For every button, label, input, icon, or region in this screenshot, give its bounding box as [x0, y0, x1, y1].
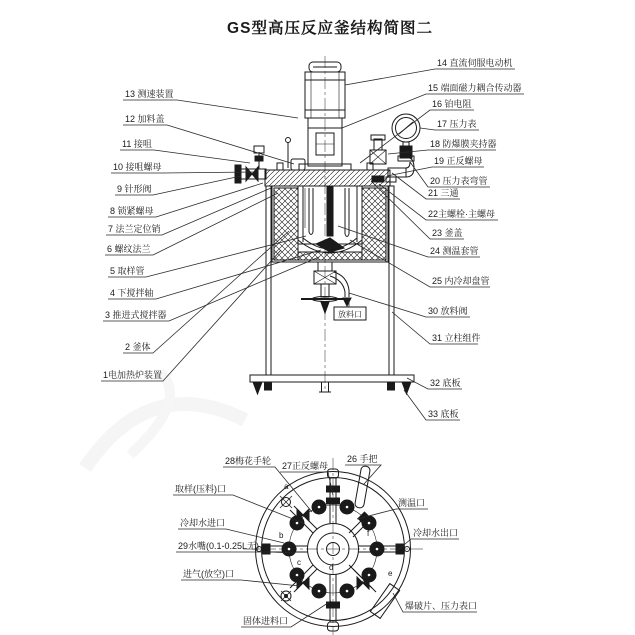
port-letter-e: e: [388, 569, 393, 578]
label-8-lock-nut: 8 锁紧螺母: [110, 206, 154, 216]
label-discharge-port: 放料口: [338, 310, 362, 319]
label-9-needle-valve: 9 针形阀: [117, 184, 152, 194]
page-title: GS型高压反应釜结构简图二: [227, 20, 433, 37]
top-view-drawing: [243, 458, 426, 635]
leader-lines: [101, 69, 524, 627]
label-12-feed-cover: 12 加料盖: [125, 114, 165, 124]
port-letter-c: c: [297, 558, 301, 567]
label-19-reverse-nut: 19 正反螺母: [434, 156, 483, 166]
label-28-plum-handwheel: 28梅花手轮: [225, 456, 272, 466]
label-24-thermowell: 24 测温套管: [430, 246, 479, 256]
label-23-kettle-cover: 23 釜盖: [432, 228, 463, 238]
label-14-servo-motor: 14 直流伺服电动机: [437, 58, 513, 68]
label-gas-vent-port: 进气(放空)口: [183, 569, 234, 579]
label-25-cooling-coil: 25 内冷却盘管: [432, 276, 490, 286]
label-20-gauge-bend-pipe: 20 压力表弯管: [430, 176, 488, 186]
watermark: [85, 372, 245, 468]
label-15-magnetic-coupling: 15 端面磁力耦合传动器: [428, 83, 522, 93]
label-26-handle: 26 手把: [347, 454, 378, 464]
label-5-sampling-tube: 5 取样管: [110, 266, 145, 276]
label-33-bottom-plate: 33 底板: [428, 409, 459, 419]
main-assembly-drawing: [235, 56, 420, 394]
label-13-speed-device: 13 测速装置: [125, 89, 174, 99]
port-letter-f: f: [367, 529, 370, 538]
label-11-nozzle: 11 接咀: [122, 139, 152, 149]
label-sampling-port: 取样(压料)口: [175, 484, 226, 494]
label-22-main-bolt-nut: 22主螺栓·主螺母: [428, 209, 496, 219]
label-rupture-gauge-port: 爆破片、压力表口: [405, 601, 478, 611]
label-32-bottom-plate: 32 底板: [430, 378, 461, 388]
label-cooling-water-out: 冷却水出口: [413, 528, 459, 538]
label-31-column-assembly: 31 立柱组件: [432, 333, 481, 343]
label-10-nozzle-nut: 10 接咀螺母: [113, 162, 162, 172]
port-letter-b: b: [279, 531, 284, 540]
label-16-platinum-rtd: 16 铂电阻: [432, 99, 472, 109]
discharge-valve: [301, 262, 351, 313]
speed-sensor: [286, 138, 291, 169]
label-solid-feed-port: 固体进料口: [243, 616, 289, 626]
label-27-reverse-nut: 27正反螺母: [282, 461, 329, 471]
label-21-tee: 21 三通: [428, 188, 459, 198]
label-3-propeller-stirrer: 3 推进式搅拌器: [105, 310, 167, 320]
label-6-threaded-flange: 6 螺纹法兰: [107, 244, 151, 254]
label-17-pressure-gauge: 17 压力表: [437, 119, 477, 129]
port-letter-d: d: [329, 563, 334, 572]
label-7-flange-pin: 7 法兰定位销: [108, 224, 161, 234]
stirrer-internals: [305, 186, 349, 252]
label-30-discharge-valve: 30 放料阀: [428, 306, 468, 316]
label-29-water-nozzle: 29水嘴(0.1-0.25L无): [178, 541, 260, 551]
servo-motor: [305, 62, 345, 118]
label-18-rupture-holder: 18 防爆膜夹持器: [430, 139, 497, 149]
label-cooling-water-in: 冷却水进口: [180, 518, 226, 528]
port-letter-a: a: [284, 482, 289, 491]
label-1-heating-furnace: 1电加热炉装置: [103, 370, 163, 380]
label-temp-measure-port: 测温口: [398, 498, 426, 508]
needle-valve-assembly: [235, 146, 266, 183]
label-4-lower-shaft: 4 下搅拌轴: [110, 288, 154, 298]
label-2-kettle-body: 2 釜体: [125, 342, 151, 352]
